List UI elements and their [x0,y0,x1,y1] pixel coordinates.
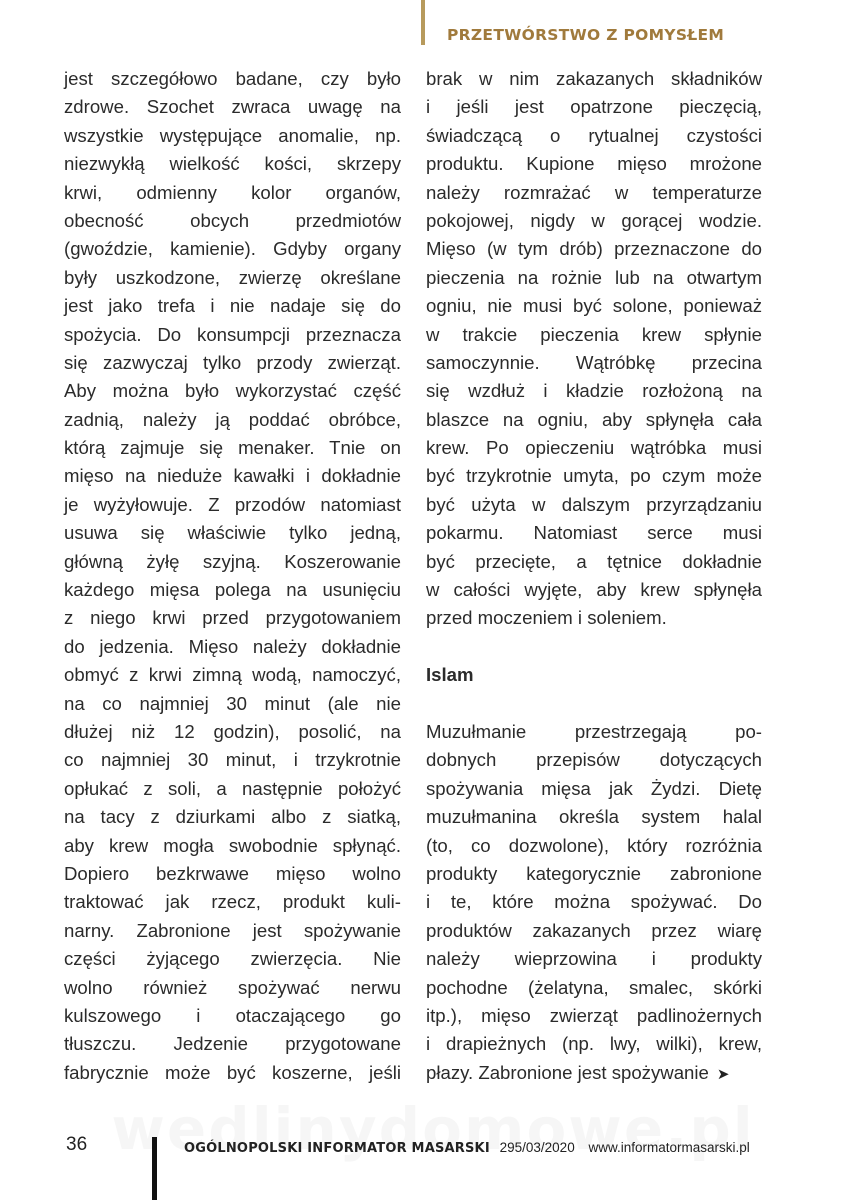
text-line: narny. Zabronione jest spożywanie [64,919,401,941]
page-number: 36 [66,1134,88,1155]
continue-arrow-icon: ➤ [716,1065,730,1083]
text-line: niezwykłą wielkość kości, skrzepy [64,153,401,175]
text-line: i te, które można spożywać. Do [426,891,762,913]
text-line: krwi, odmienny kolor organów, [64,181,401,203]
text-line: na co najmniej 30 minut (ale nie [64,692,401,714]
text-line: traktować jak rzecz, produkt kuli- [64,891,401,913]
text-line: tłuszczu. Jedzenie przygotowane [64,1033,401,1055]
header-accent-bar [421,0,425,45]
text-line-with-arrow [426,1059,762,1087]
text-line: Muzułmanie przestrzegają po- [426,720,762,742]
footer [184,1140,750,1156]
text-line: się wzdłuż i kładzie rozłożoną na [426,380,762,402]
text-line: być trzykrotnie umyta, po czym może [426,465,762,487]
text-line: należy wieprzowina i produkty [426,948,762,970]
text-line: ogniu, nie musi być solone, ponieważ [426,295,762,317]
text-line: się zazwyczaj tylko przody zwierząt. [64,351,401,373]
text-line: główną żyłę szyjną. Koszerowanie [64,550,401,572]
text-line: dobnych przepisów dotyczących [426,749,762,771]
text-line: mięso na nieduże kawałki i dokładnie [64,465,401,487]
text-line: je wyżyłowuje. Z przodów natomiast [64,493,401,515]
issue-number: 295/03/2020 [499,1140,575,1155]
text-line: produktów zakazanych przez wiarę [426,919,762,941]
text-line: opłukać z soli, a następnie położyć [64,777,401,799]
text-line: części żyjącego zwierzęcia. Nie [64,948,401,970]
text-line: w całości wyjęte, aby krew spłynęła [426,579,762,601]
text-line: spożycia. Do konsumpcji przeznacza [64,323,401,345]
text-line: kulszowego i otaczającego go [64,1004,401,1026]
text-line: pochodne (żelatyna, smalec, skórki [426,976,762,998]
text-line: i drapieżnych (np. lwy, wilki), krew, [426,1033,762,1055]
right-column [426,65,762,1087]
text-line: produktu. Kupione mięso mrożone [426,153,762,175]
text-line: (gwoździe, kamienie). Gdyby organy [64,238,401,260]
text-line: jest szczegółowo badane, czy było [64,68,401,89]
text-line: Mięso (w tym drób) przeznaczone do [426,238,762,260]
text-line: co najmniej 30 minut, i trzykrotnie [64,749,401,771]
text-line: usuwa się właściwie tylko jedną, [64,522,401,544]
text-line: płazy. Zabronione jest spożywanie [426,1061,709,1083]
text-line: być użyta w dalszym przyrządzaniu [426,493,762,515]
left-column [64,65,401,1087]
text-line: brak w nim zakazanych składników [426,68,762,89]
text-line: do jedzenia. Mięso należy dokładnie [64,635,401,657]
text-line: Dopiero bezkrwawe mięso wolno [64,862,401,884]
publication-name: OGÓLNOPOLSKI INFORMATOR MASARSKI [184,1141,490,1156]
text-line: jest jako trefa i nie nadaje się do [64,295,401,317]
text-line: każdego mięsa polega na usunięciu [64,579,401,601]
text-line: obmyć z krwi zimną wodą, namoczyć, [64,664,401,686]
text-line: należy rozmrażać w temperaturze [426,181,762,203]
text-line: muzułmanina określa system halal [426,806,762,828]
text-line: spożywania mięsa jak Żydzi. Dietę [426,777,762,799]
text-line: w trakcie pieczenia krew spłynie [426,323,762,345]
text-line: samoczynnie. Wątróbkę przecina [426,351,762,373]
text-line: krew. Po opieczeniu wątróbka musi [426,437,762,459]
text-line: pieczenia na rożnie lub na otwartym [426,266,762,288]
text-line: i jeśli jest opatrzone pieczęcią, [426,96,762,118]
footer-divider [152,1137,157,1200]
text-line: przed moczeniem i soleniem. [426,607,667,629]
section-title: PRZETWÓRSTWO Z POMYSŁEM [447,26,725,44]
subheading-islam: Islam [426,664,474,686]
text-line: z niego krwi przed przygotowaniem [64,607,401,629]
text-line: (to, co dozwolone), który rozróżnia [426,834,762,856]
text-line: blaszce na ogniu, aby spłynęła cała [426,408,762,430]
text-line: na tacy z dziurkami albo z siatką, [64,806,401,828]
text-line: aby krew mogła swobodnie spłynąć. [64,834,401,856]
text-line: dłużej niż 12 godzin), posolić, na [64,720,401,742]
text-line: zadnią, należy ją poddać obróbce, [64,408,401,430]
text-line: Aby można było wykorzystać część [64,380,401,402]
text-line: świadczącą o rytualnej czystości [426,124,762,146]
text-line: zdrowe. Szochet zwraca uwagę na [64,96,401,118]
text-line: wolno również spożywać nerwu [64,976,401,998]
text-line: były uszkodzone, zwierzę określane [64,266,401,288]
text-line: fabrycznie może być koszerne, jeśli [64,1061,401,1083]
text-line: itp.), mięso zwierząt padlinożernych [426,1004,762,1026]
text-line: pokarmu. Natomiast serce musi [426,522,762,544]
text-line: pokojowej, nigdy w gorącej wodzie. [426,209,762,231]
text-line: być przecięte, a tętnice dokładnie [426,550,762,572]
paragraph-gap [426,633,762,661]
text-line: którą zajmuje się menaker. Tnie on [64,437,401,459]
text-line: produkty kategorycznie zabronione [426,862,762,884]
text-line: wszystkie występujące anomalie, np. [64,124,401,146]
publication-url: www.informatormasarski.pl [588,1140,750,1155]
text-line: obecność obcych przedmiotów [64,209,401,231]
paragraph-gap [426,690,762,718]
